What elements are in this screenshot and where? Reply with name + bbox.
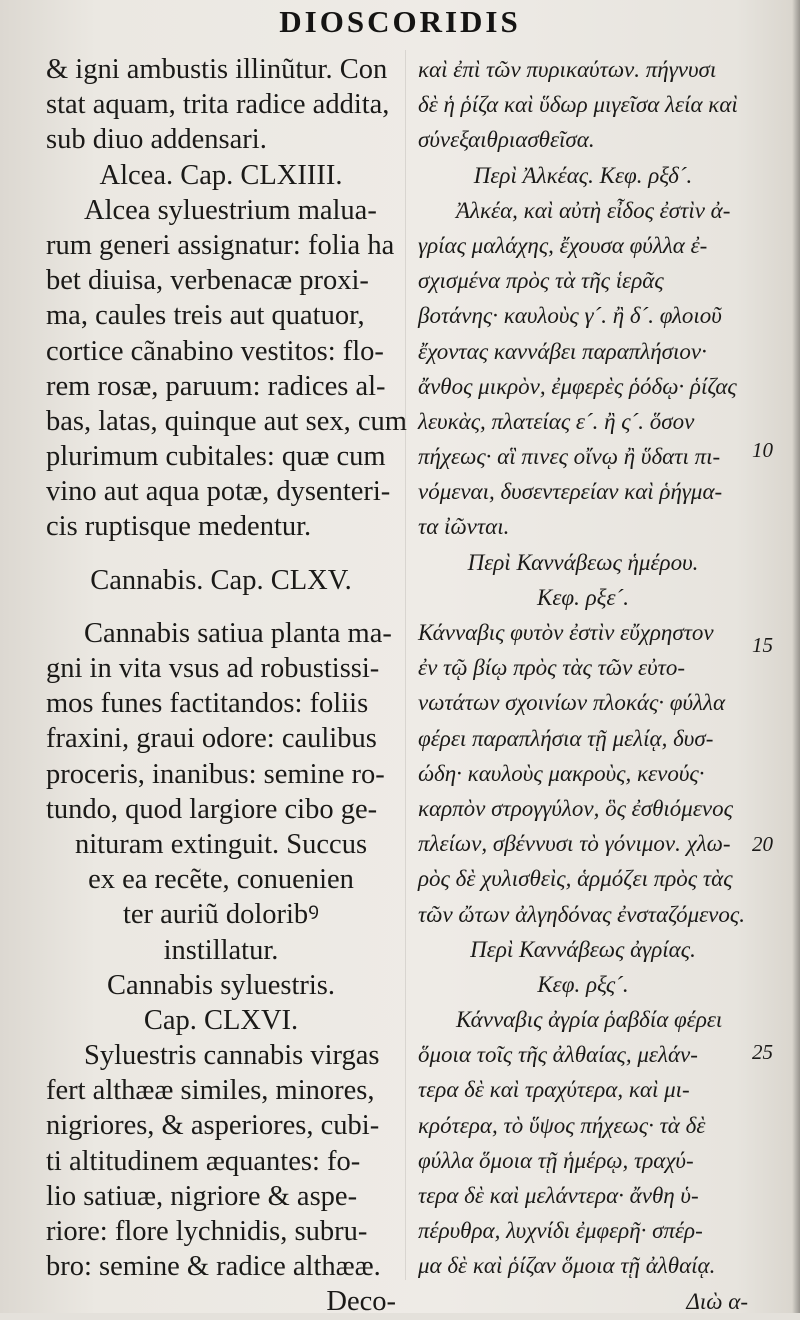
greek-text-line: βοτάνης· καυλοὺς γ´. ἢ δ´. φλοιοῦ (418, 303, 722, 329)
greek-text-heading: Περὶ Καννάβεως ἀγρίας. (470, 936, 696, 962)
greek-column (418, 52, 748, 1319)
latin-text-heading: instillatur. (163, 934, 279, 966)
greek-text-line: νόμεναι, δυσεντερείαν καὶ ῥήγμα- (418, 479, 723, 505)
greek-text-line: ἐν τῷ βίῳ πρὸς τὰς τῶν εὐτο- (418, 655, 686, 681)
latin-text-line: bas, latas, quinque aut sex, cum (46, 405, 407, 437)
latin-text-heading: Alcea. Cap. CLXIIII. (99, 159, 343, 191)
latin-text-line: lio satiuæ, nigriore & aspe- (46, 1180, 358, 1212)
line-number: 20 (752, 832, 773, 856)
latin-text-line: cortice cãnabino vestitos: flo- (46, 335, 384, 367)
latin-text-line: stat aquam, trita radice addita, (46, 89, 390, 121)
running-head: DIOSCORIDIS (279, 4, 521, 39)
latin-text-line: Deco- (326, 1286, 396, 1318)
latin-text-heading: ter auriũ doloribꝰ (122, 899, 320, 931)
greek-text-line: καὶ ἐπὶ τῶν πυρικαύτων. πήγνυσι (418, 57, 717, 82)
latin-text-line: rem rosæ, paruum: radices al- (46, 370, 386, 402)
latin-text-line: Syluestris cannabis virgas (84, 1040, 380, 1072)
latin-text-line: tundo, quod largiore cibo ge- (46, 793, 378, 825)
greek-text-heading: Περὶ Ἀλκέας. Κεφ. ρξδ´. (473, 162, 693, 188)
greek-text-line: καρπὸν στρογγύλον, ὃς ἐσθιόμενος (418, 795, 733, 821)
greek-text-line: κρότερα, τὸ ὕψος πήχεως· τὰ δὲ (418, 1112, 706, 1138)
latin-text-line: & igni ambustis illinũtur. Con (46, 54, 388, 85)
latin-text-heading: Cap. CLXVI. (143, 1004, 299, 1036)
greek-text-line: τῶν ὤτων ἀλγηδόνας ἐνσταζόμενος. (418, 901, 745, 927)
greek-text-line: Διὼ α- (686, 1288, 748, 1314)
latin-text-line: riore: flore lychnidis, subru- (46, 1216, 368, 1247)
greek-text-line: ρὸς δὲ χυλισθεὶς, ἁρμόζει πρὸς τὰς (418, 866, 733, 892)
latin-text-line: gni in vita vsus ad robustissi- (46, 653, 380, 684)
greek-text-line: ἄνθος μικρὸν, ἐμφερὲς ῥόδῳ· ῥίζας (418, 373, 737, 399)
greek-text-line: νωτάτων σχοινίων πλοκάς· φύλλα (418, 690, 726, 716)
greek-text-line: Κάνναβις ἀγρία ῥαβδία φέρει (456, 1007, 723, 1033)
latin-text-line: plurimum cubitales: quæ cum (46, 441, 386, 473)
latin-text-line: cis ruptisque medentur. (46, 511, 312, 543)
latin-text-line: bro: semine & radice althææ. (46, 1251, 381, 1283)
latin-text-heading: Cannabis. Cap. CLXV. (90, 564, 352, 596)
greek-text-line: δὲ ἡ ῥίζα καὶ ὕδωρ μιγεῖσα λεία καὶ (418, 92, 738, 118)
latin-text-heading: ex ea recẽte, conuenien (88, 864, 354, 896)
greek-text-line: Κάνναβις φυτὸν ἐστὶν εὔχρηστον (418, 620, 714, 645)
greek-text-line: γρίας μαλάχης, ἔχουσα φύλλα ἐ- (418, 232, 708, 258)
greek-text-line: ὅμοια τοῖς τῆς ἀλθαίας, μελάν- (418, 1042, 698, 1068)
latin-text-line: fert althææ similes, minores, (46, 1075, 375, 1107)
latin-text-line: Alcea syluestrium malua- (84, 194, 377, 226)
page-edge-shadow (792, 0, 800, 1313)
latin-text-line: ma, caules treis aut quatuor, (46, 300, 365, 332)
line-number: 15 (752, 633, 773, 657)
latin-text-line: rum generi assignatur: folia ha (46, 229, 395, 261)
greek-text-line: ώδη· καυλοὺς μακροὺς, κενούς· (418, 760, 705, 786)
line-number: 25 (752, 1040, 773, 1064)
greek-text-line: φέρει παραπλήσια τῇ μελίᾳ, δυσ- (418, 725, 714, 751)
latin-text-heading: Cannabis syluestris. (107, 969, 335, 1001)
greek-text-heading: Κεφ. ρξς´. (537, 971, 629, 997)
latin-text-line: ti altitudinem æquantes: fo- (46, 1145, 361, 1177)
greek-text-line: τερα δὲ καὶ τραχύτερα, καὶ μι- (418, 1077, 690, 1103)
greek-text-line: τερα δὲ καὶ μελάντερα· ἄνθη ὑ- (418, 1183, 699, 1208)
greek-text-heading: Κεφ. ρξε´. (537, 584, 629, 610)
column-gutter (405, 50, 406, 1280)
section-gap (46, 598, 396, 616)
greek-text-line: τα ἰῶνται. (418, 514, 510, 540)
latin-text-line: proceris, inanibus: semine ro- (46, 758, 385, 790)
latin-text-line: sub diuo addensari. (46, 124, 267, 156)
greek-text-line: ἔχοντας καννάβει παραπλήσιον· (418, 338, 707, 364)
latin-text-line: Cannabis satiua planta ma- (84, 617, 392, 649)
greek-text-line: Ἀλκέα, καὶ αὐτὴ εἶδος ἐστὶν ἀ- (456, 197, 731, 223)
latin-column (46, 52, 407, 1320)
latin-text-line: vino aut aqua potæ, dysenteri- (46, 476, 391, 508)
line-number: 10 (752, 438, 773, 462)
greek-text-line: πήχεως· αἳ πινες οἴνῳ ἢ ὕδατι πι- (418, 444, 721, 470)
greek-text-line: μα δὲ καὶ ῥίζαν ὅμοια τῇ ἀλθαίᾳ. (418, 1253, 716, 1279)
greek-text-line: λευκὰς, πλατείας ε´. ἢ ς´. ὅσον (418, 408, 695, 434)
greek-text-line: φύλλα ὅμοια τῇ ἡμέρῳ, τραχύ- (418, 1147, 694, 1173)
section-gap (46, 545, 396, 563)
greek-text-line: πλείων, σβέννυσι τὸ γόνιμον. χλω- (418, 831, 731, 857)
greek-text-line: πέρυθρα, λυχνίδι ἐμφερῆ· σπέρ- (418, 1218, 703, 1244)
latin-text-line: bet diuisa, verbenacæ proxi- (46, 265, 369, 297)
greek-text-line: σχισμένα πρὸς τὰ τῆς ἱερᾶς (418, 268, 664, 294)
latin-text-line: nigriores, & asperiores, cubi- (46, 1110, 380, 1142)
latin-text-heading: nituram extinguit. Succus (74, 828, 368, 860)
latin-text-line: mos funes factitandos: foliis (46, 688, 369, 720)
latin-text-line: fraxini, graui odore: caulibus (46, 723, 377, 755)
greek-text-line: σύνεξαιθριασθεῖσα. (418, 127, 595, 153)
greek-text-heading: Περὶ Καννάβεως ἡμέρου. (467, 549, 699, 575)
